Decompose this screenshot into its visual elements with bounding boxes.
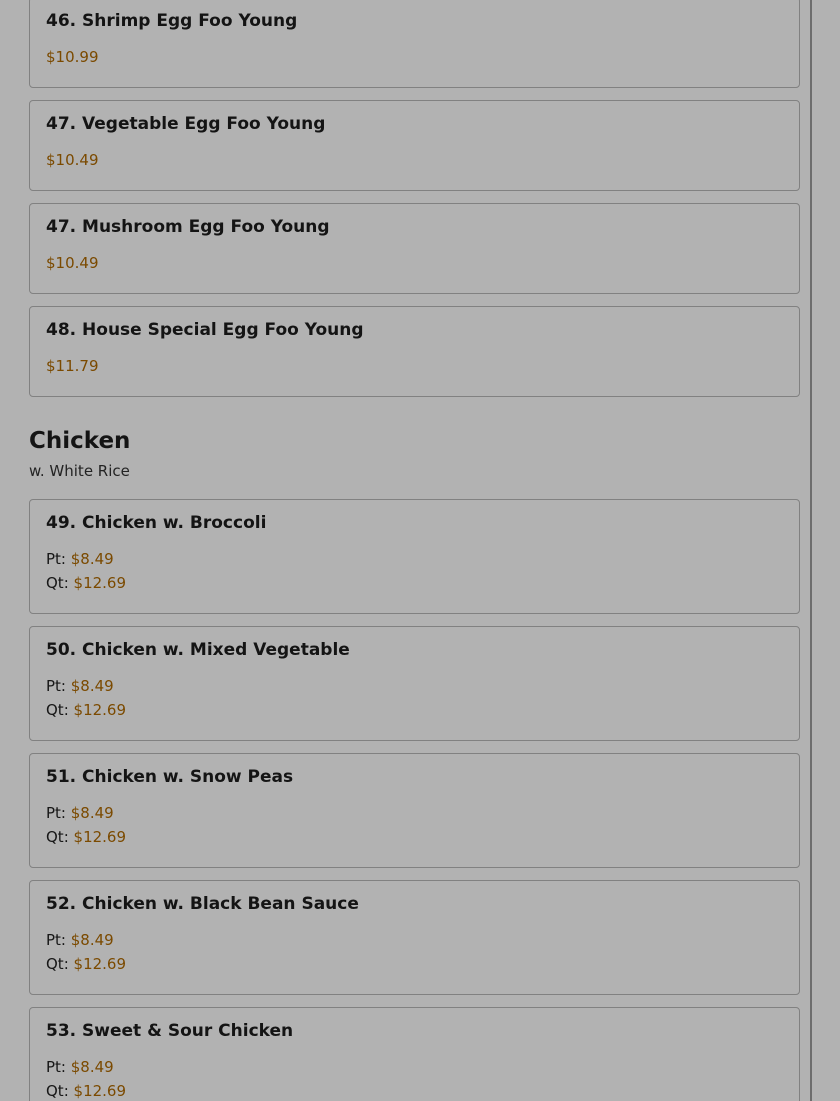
section-subtitle: w. White Rice — [29, 462, 130, 480]
quart-price: $12.69 — [73, 701, 127, 719]
quart-label: Qt: — [46, 828, 69, 846]
pint-price-line — [46, 801, 783, 825]
menu-item-card[interactable] — [29, 499, 800, 614]
quart-label: Qt: — [46, 574, 69, 592]
quart-price-line — [46, 952, 783, 976]
pint-price-line — [46, 674, 783, 698]
menu-item-card[interactable] — [29, 880, 800, 995]
menu-item-card[interactable] — [29, 100, 800, 191]
pint-label: Pt: — [46, 1058, 66, 1076]
quart-price-line — [46, 571, 783, 595]
section-title: Chicken — [29, 428, 131, 454]
menu-item-name: 47. Vegetable Egg Foo Young — [46, 114, 326, 134]
menu-item-name: 48. House Special Egg Foo Young — [46, 320, 364, 340]
menu-list — [29, 0, 800, 1101]
pint-label: Pt: — [46, 550, 66, 568]
pint-price-line — [46, 547, 783, 571]
menu-item-card[interactable] — [29, 306, 800, 397]
scroll-area-edge — [810, 0, 812, 1101]
section-header-chicken — [29, 426, 800, 482]
pint-label: Pt: — [46, 931, 66, 949]
menu-item-price-line — [46, 251, 783, 275]
menu-item-price: $10.49 — [46, 151, 99, 169]
pint-price-line — [46, 928, 783, 952]
quart-label: Qt: — [46, 955, 69, 973]
quart-label: Qt: — [46, 701, 69, 719]
menu-item-name: 46. Shrimp Egg Foo Young — [46, 11, 298, 31]
menu-item-name: 47. Mushroom Egg Foo Young — [46, 217, 330, 237]
quart-label: Qt: — [46, 1082, 69, 1100]
pint-price: $8.49 — [70, 931, 114, 949]
pint-label: Pt: — [46, 804, 66, 822]
menu-item-price-line — [46, 148, 783, 172]
pint-price: $8.49 — [70, 550, 114, 568]
menu-item-card[interactable] — [29, 1007, 800, 1101]
pint-price-line — [46, 1055, 783, 1079]
menu-item-name: 53. Sweet & Sour Chicken — [46, 1021, 294, 1041]
menu-item-card[interactable] — [29, 753, 800, 868]
pint-price: $8.49 — [70, 804, 114, 822]
menu-item-price: $11.79 — [46, 357, 99, 375]
quart-price-line — [46, 825, 783, 849]
menu-item-name: 52. Chicken w. Black Bean Sauce — [46, 894, 359, 914]
pint-price: $8.49 — [70, 1058, 114, 1076]
menu-item-price-line — [46, 354, 783, 378]
quart-price-line — [46, 698, 783, 722]
menu-item-name: 49. Chicken w. Broccoli — [46, 513, 267, 533]
menu-item-price-line — [46, 45, 783, 69]
menu-item-name: 50. Chicken w. Mixed Vegetable — [46, 640, 350, 660]
menu-item-price: $10.99 — [46, 48, 99, 66]
quart-price: $12.69 — [73, 955, 127, 973]
menu-item-card[interactable] — [29, 203, 800, 294]
menu-item-card[interactable] — [29, 626, 800, 741]
quart-price-line — [46, 1079, 783, 1101]
quart-price: $12.69 — [73, 574, 127, 592]
menu-item-card[interactable] — [29, 0, 800, 88]
quart-price: $12.69 — [73, 1082, 127, 1100]
pint-price: $8.49 — [70, 677, 114, 695]
pint-label: Pt: — [46, 677, 66, 695]
quart-price: $12.69 — [73, 828, 127, 846]
menu-item-name: 51. Chicken w. Snow Peas — [46, 767, 294, 787]
menu-item-price: $10.49 — [46, 254, 99, 272]
